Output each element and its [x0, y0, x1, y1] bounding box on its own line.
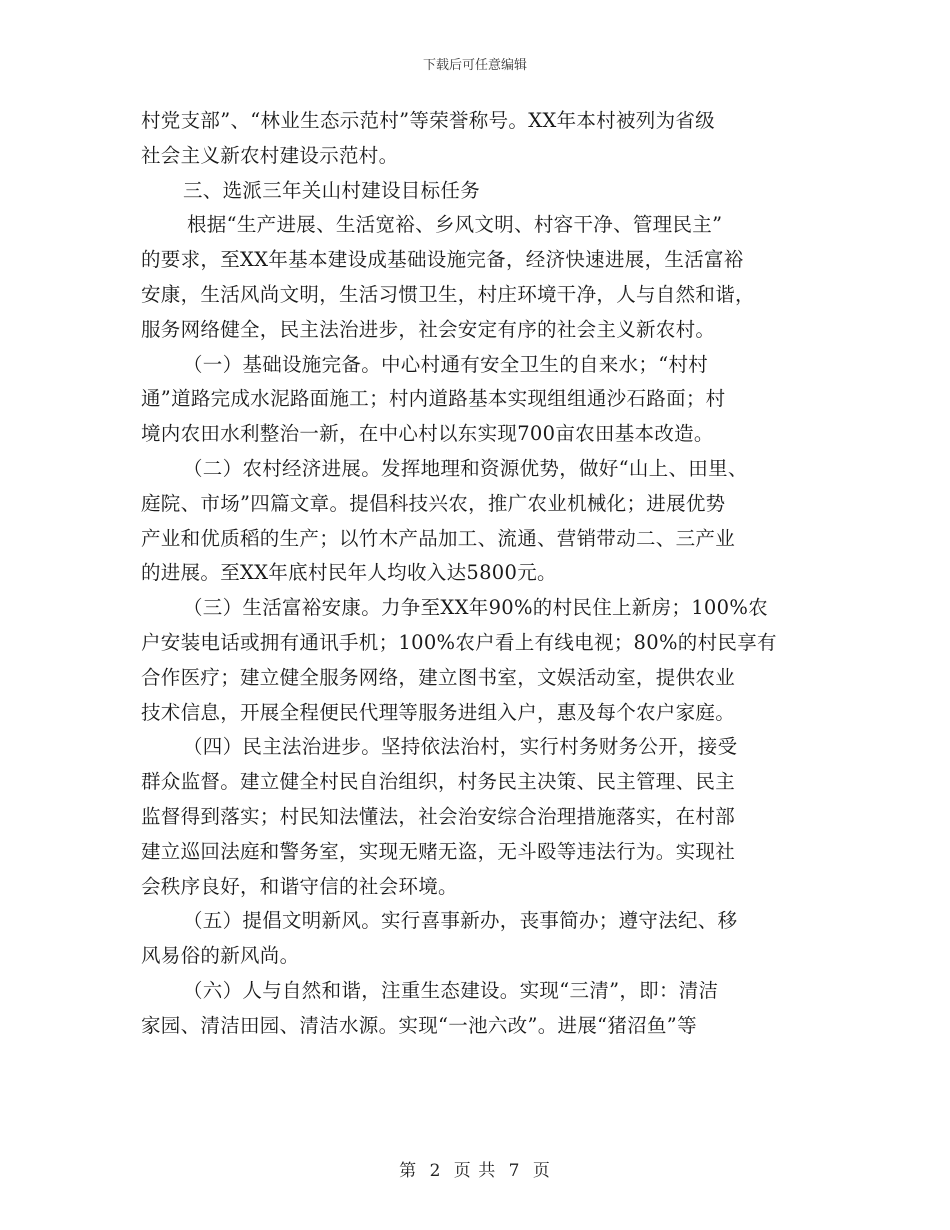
text-line: 群众监督。建立健全村民自治组织，村务民主决策、民主管理、民主 [141, 770, 736, 794]
text-line: （六）人与自然和谐，注重生态建设。实现“三清”，即：清洁 [183, 978, 719, 1002]
text-line: 安康，生活风尚文明，生活习惯卫生，村庄环境干净，人与自然和谐， [141, 282, 755, 306]
text-line: （一）基础设施完备。中心村通有安全卫生的自来水；“村村 [183, 352, 709, 376]
text-line: 监督得到落实；村民知法懂法，社会治安综合治理措施落实，在村部 [141, 804, 736, 828]
document-body [141, 104, 811, 1044]
page-footer [0, 1156, 950, 1181]
text-line: 建立巡回法庭和警务室，实现无赌无盗，无斗殴等违法行为。实现社 [141, 839, 736, 863]
text-line: 庭院、市场”四篇文章。提倡科技兴农，推广农业机械化；进展优势 [141, 491, 726, 515]
text-line: 风易俗的新风尚。 [141, 944, 300, 968]
text-line: 服务网络健全，民主法治进步，社会安定有序的社会主义新农村。 [141, 317, 716, 341]
text-line: 产业和优质稻的生产；以竹木产品加工、流通、营销带动二、三产业 [141, 526, 736, 550]
text-line: 根据“生产进展、生活宽裕、乡风文明、村容干净、管理民主” [187, 213, 723, 237]
text-line: （四）民主法治进步。坚持依法治村，实行村务财务公开，接受 [183, 735, 738, 759]
text-line: （二）农村经济进展。发挥地理和资源优势，做好“山上、田里、 [183, 456, 748, 480]
text-line: 的进展。至XX年底村民年人均收入达5800元。 [141, 561, 557, 585]
text-line: 会秩序良好，和谐守信的社会环境。 [141, 874, 458, 898]
text-line: 的要求，至XX年基本建设成基础设施完备，经济快速进展，生活富裕 [141, 248, 744, 272]
footer-prefix: 第 [399, 1161, 418, 1181]
text-line: 合作医疗；建立健全服务网络，建立图书室，文娱活动室，提供农业 [141, 665, 736, 689]
footer-middle: 页 共 [453, 1161, 497, 1181]
text-line: 三、选派三年关山村建设目标任务 [183, 178, 481, 202]
text-line: 技术信息，开展全程便民代理等服务进组入户，惠及每个农户家庭。 [141, 700, 736, 724]
page-header: 下载后可任意编辑 [422, 58, 527, 73]
total-page-count: 7 [508, 1161, 521, 1181]
text-line: 村党支部”、“林业生态示范村”等荣誉称号。XX年本村被列为省级 [141, 109, 715, 132]
text-line: 境内农田水利整治一新，在中心村以东实现700亩农田基本改造。 [141, 422, 714, 446]
text-line: （五）提倡文明新风。实行喜事新办，丧事简办；遵守法纪、移 [183, 909, 738, 933]
text-line: 户安装电话或拥有通讯手机；100%农户看上有线电视；80%的村民享有 [141, 630, 777, 654]
current-page-number: 2 [429, 1161, 442, 1181]
footer-suffix: 页 [532, 1161, 551, 1181]
text-line: 家园、清洁田园、清洁水源。实现“一池六改”。进展“猪沼鱼”等 [141, 1013, 697, 1037]
text-line: 通”道路完成水泥路面施工；村内道路基本实现组组通沙石路面；村 [141, 387, 726, 411]
text-line: 社会主义新农村建设示范村。 [141, 143, 399, 167]
text-line: （三）生活富裕安康。力争至XX年90%的村民住上新房；100%农 [183, 596, 768, 620]
